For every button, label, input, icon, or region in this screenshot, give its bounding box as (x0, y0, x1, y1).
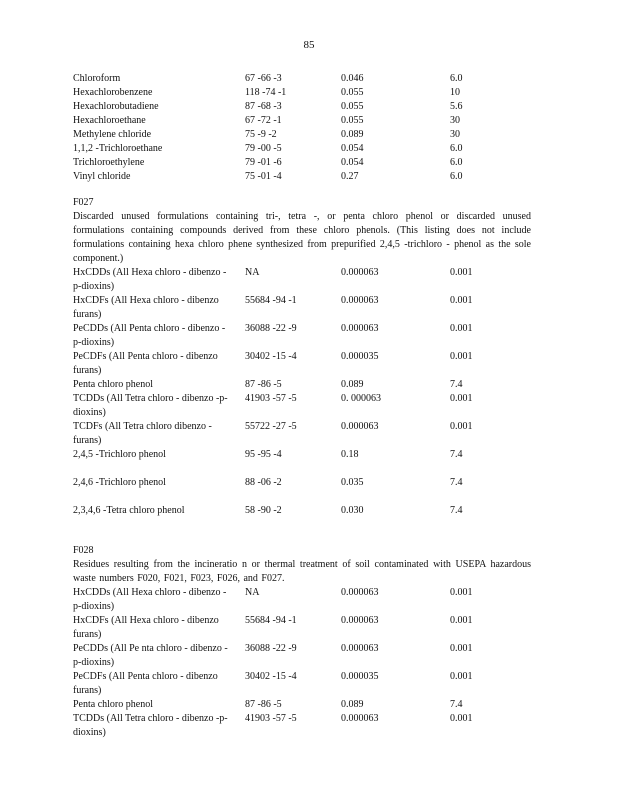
concentration-value: 0. 000063 (341, 393, 381, 404)
substance-name: HxCDDs (All Hexa chloro - dibenzo -p-dioxins) (73, 587, 227, 612)
treatment-value: 10 (450, 87, 460, 98)
f028-rows (73, 586, 533, 740)
table-row (73, 156, 533, 170)
substance-name: 2,4,5 -Trichloro phenol (73, 449, 166, 460)
top-rows (73, 72, 533, 184)
f027-description: Discarded unused formulations containing tri-, tetra -, or penta chloro phenol or discarded unused formulations containing compounds derived from these chloro phenols. (This listing does not include formulations containing hexa chloro phene synthesized from prepurified 2,4,5 -trichloro - phenol as the sole component.) (73, 211, 531, 264)
treatment-value: 6.0 (450, 171, 463, 182)
f027-rows (73, 266, 533, 532)
table-row (73, 266, 533, 294)
concentration-value: 0.000035 (341, 671, 379, 682)
concentration-value: 0.27 (341, 171, 359, 182)
f028-description: Residues resulting from the incineratio n or thermal treatment of soil contaminated with USEPA hazardous waste numbers F020, F021, F023, F026, and F027. (73, 559, 531, 584)
substance-name: Hexachlorobutadiene (73, 101, 159, 112)
treatment-value: 7.4 (450, 699, 463, 710)
concentration-value: 0.000035 (341, 351, 379, 362)
substance-name: Penta chloro phenol (73, 379, 153, 390)
substance-name: HxCDFs (All Hexa chloro - dibenzo furans) (73, 295, 219, 320)
treatment-value: 0.001 (450, 295, 473, 306)
table-row (73, 504, 533, 532)
cas-number: 79 -01 -6 (245, 157, 282, 168)
substance-name: PeCDFs (All Penta chloro - dibenzo furans) (73, 351, 218, 376)
treatment-value: 6.0 (450, 73, 463, 84)
substance-name: PeCDDs (All Pe nta chloro - dibenzo -p-dioxins) (73, 643, 228, 668)
cas-number: 87 -86 -5 (245, 699, 282, 710)
substance-name: Trichloroethylene (73, 157, 145, 168)
substance-name: PeCDDs (All Penta chloro - dibenzo -p-dioxins) (73, 323, 226, 348)
treatment-value: 0.001 (450, 393, 473, 404)
treatment-value: 0.001 (450, 323, 473, 334)
cas-number: 75 -9 -2 (245, 129, 277, 140)
table-row (73, 712, 533, 740)
cas-number: 30402 -15 -4 (245, 351, 297, 362)
treatment-value: 30 (450, 115, 460, 126)
table-row (73, 294, 533, 322)
concentration-value: 0.089 (341, 379, 364, 390)
cas-number: 87 -86 -5 (245, 379, 282, 390)
substance-name: Methylene chloride (73, 129, 152, 140)
concentration-value: 0.054 (341, 157, 364, 168)
treatment-value: 0.001 (450, 643, 473, 654)
table-row (73, 670, 533, 698)
treatment-value: 0.001 (450, 713, 473, 724)
table-row (73, 392, 533, 420)
concentration-value: 0.000063 (341, 421, 379, 432)
treatment-value: 0.001 (450, 587, 473, 598)
cas-number: 67 -72 -1 (245, 115, 282, 126)
substance-name: HxCDDs (All Hexa chloro - dibenzo -p-dioxins) (73, 267, 227, 292)
concentration-value: 0.055 (341, 115, 364, 126)
substance-name: Penta chloro phenol (73, 699, 153, 710)
table-row (73, 698, 533, 712)
concentration-value: 0.000063 (341, 615, 379, 626)
table-row (73, 586, 533, 614)
cas-number: 41903 -57 -5 (245, 393, 297, 404)
table-row (73, 72, 533, 86)
cas-number: 36088 -22 -9 (245, 643, 297, 654)
concentration-value: 0.035 (341, 477, 364, 488)
substance-name: Hexachloroethane (73, 115, 146, 126)
treatment-value: 30 (450, 129, 460, 140)
table-row (73, 86, 533, 100)
concentration-value: 0.055 (341, 87, 364, 98)
table-row (73, 476, 533, 504)
table-row (73, 350, 533, 378)
concentration-value: 0.054 (341, 143, 364, 154)
concentration-value: 0.18 (341, 449, 359, 460)
table-row (73, 128, 533, 142)
treatment-value: 7.4 (450, 449, 463, 460)
table-row (73, 170, 533, 184)
treatment-value: 0.001 (450, 671, 473, 682)
substance-name: TCDFs (All Tetra chloro dibenzo - furans) (73, 421, 212, 446)
treatment-value: 6.0 (450, 157, 463, 168)
concentration-value: 0.000063 (341, 267, 379, 278)
cas-number: 41903 -57 -5 (245, 713, 297, 724)
f027-code: F027 (73, 197, 94, 208)
concentration-value: 0.030 (341, 505, 364, 516)
treatment-value: 0.001 (450, 421, 473, 432)
cas-number: 55684 -94 -1 (245, 615, 297, 626)
treatment-value: 0.001 (450, 267, 473, 278)
substance-name: Chloroform (73, 73, 121, 84)
substance-name: 1,1,2 -Trichloroethane (73, 143, 163, 154)
substance-name: TCDDs (All Tetra chloro - dibenzo -p-dioxins) (73, 393, 228, 418)
f028-code: F028 (73, 545, 94, 556)
cas-number: NA (245, 267, 260, 278)
table-row (73, 642, 533, 670)
cas-number: 118 -74 -1 (245, 87, 287, 98)
concentration-value: 0.000063 (341, 295, 379, 306)
table-row (73, 614, 533, 642)
treatment-value: 6.0 (450, 143, 463, 154)
substance-name: Hexachlorobenzene (73, 87, 153, 98)
cas-number: 36088 -22 -9 (245, 323, 297, 334)
cas-number: 58 -90 -2 (245, 505, 282, 516)
table-row (73, 420, 533, 448)
concentration-value: 0.000063 (341, 587, 379, 598)
treatment-value: 0.001 (450, 351, 473, 362)
concentration-value: 0.000063 (341, 713, 379, 724)
substance-name: 2,3,4,6 -Tetra chloro phenol (73, 505, 185, 516)
concentration-value: 0.055 (341, 101, 364, 112)
cas-number: 75 -01 -4 (245, 171, 282, 182)
cas-number: 55684 -94 -1 (245, 295, 297, 306)
treatment-value: 5.6 (450, 101, 463, 112)
concentration-value: 0.000063 (341, 323, 379, 334)
page-number: 85 (303, 39, 315, 51)
cas-number: 88 -06 -2 (245, 477, 282, 488)
cas-number: 79 -00 -5 (245, 143, 282, 154)
cas-number: 67 -66 -3 (245, 73, 282, 84)
treatment-value: 7.4 (450, 379, 463, 390)
top-table (73, 72, 533, 740)
cas-number: 55722 -27 -5 (245, 421, 297, 432)
cas-number: NA (245, 587, 260, 598)
table-row (73, 378, 533, 392)
cas-number: 30402 -15 -4 (245, 671, 297, 682)
table-row (73, 322, 533, 350)
concentration-value: 0.089 (341, 699, 364, 710)
treatment-value: 0.001 (450, 615, 473, 626)
concentration-value: 0.089 (341, 129, 364, 140)
concentration-value: 0.000063 (341, 643, 379, 654)
table-row (73, 114, 533, 128)
cas-number: 87 -68 -3 (245, 101, 282, 112)
cas-number: 95 -95 -4 (245, 449, 282, 460)
treatment-value: 7.4 (450, 505, 463, 516)
concentration-value: 0.046 (341, 73, 364, 84)
substance-name: PeCDFs (All Penta chloro - dibenzo furans) (73, 671, 218, 696)
treatment-value: 7.4 (450, 477, 463, 488)
substance-name: 2,4,6 -Trichloro phenol (73, 477, 166, 488)
substance-name: HxCDFs (All Hexa chloro - dibenzo furans) (73, 615, 219, 640)
substance-name: Vinyl chloride (73, 171, 131, 182)
table-row (73, 448, 533, 476)
substance-name: TCDDs (All Tetra chloro - dibenzo -p-dioxins) (73, 713, 228, 738)
table-row (73, 142, 533, 156)
table-row (73, 100, 533, 114)
